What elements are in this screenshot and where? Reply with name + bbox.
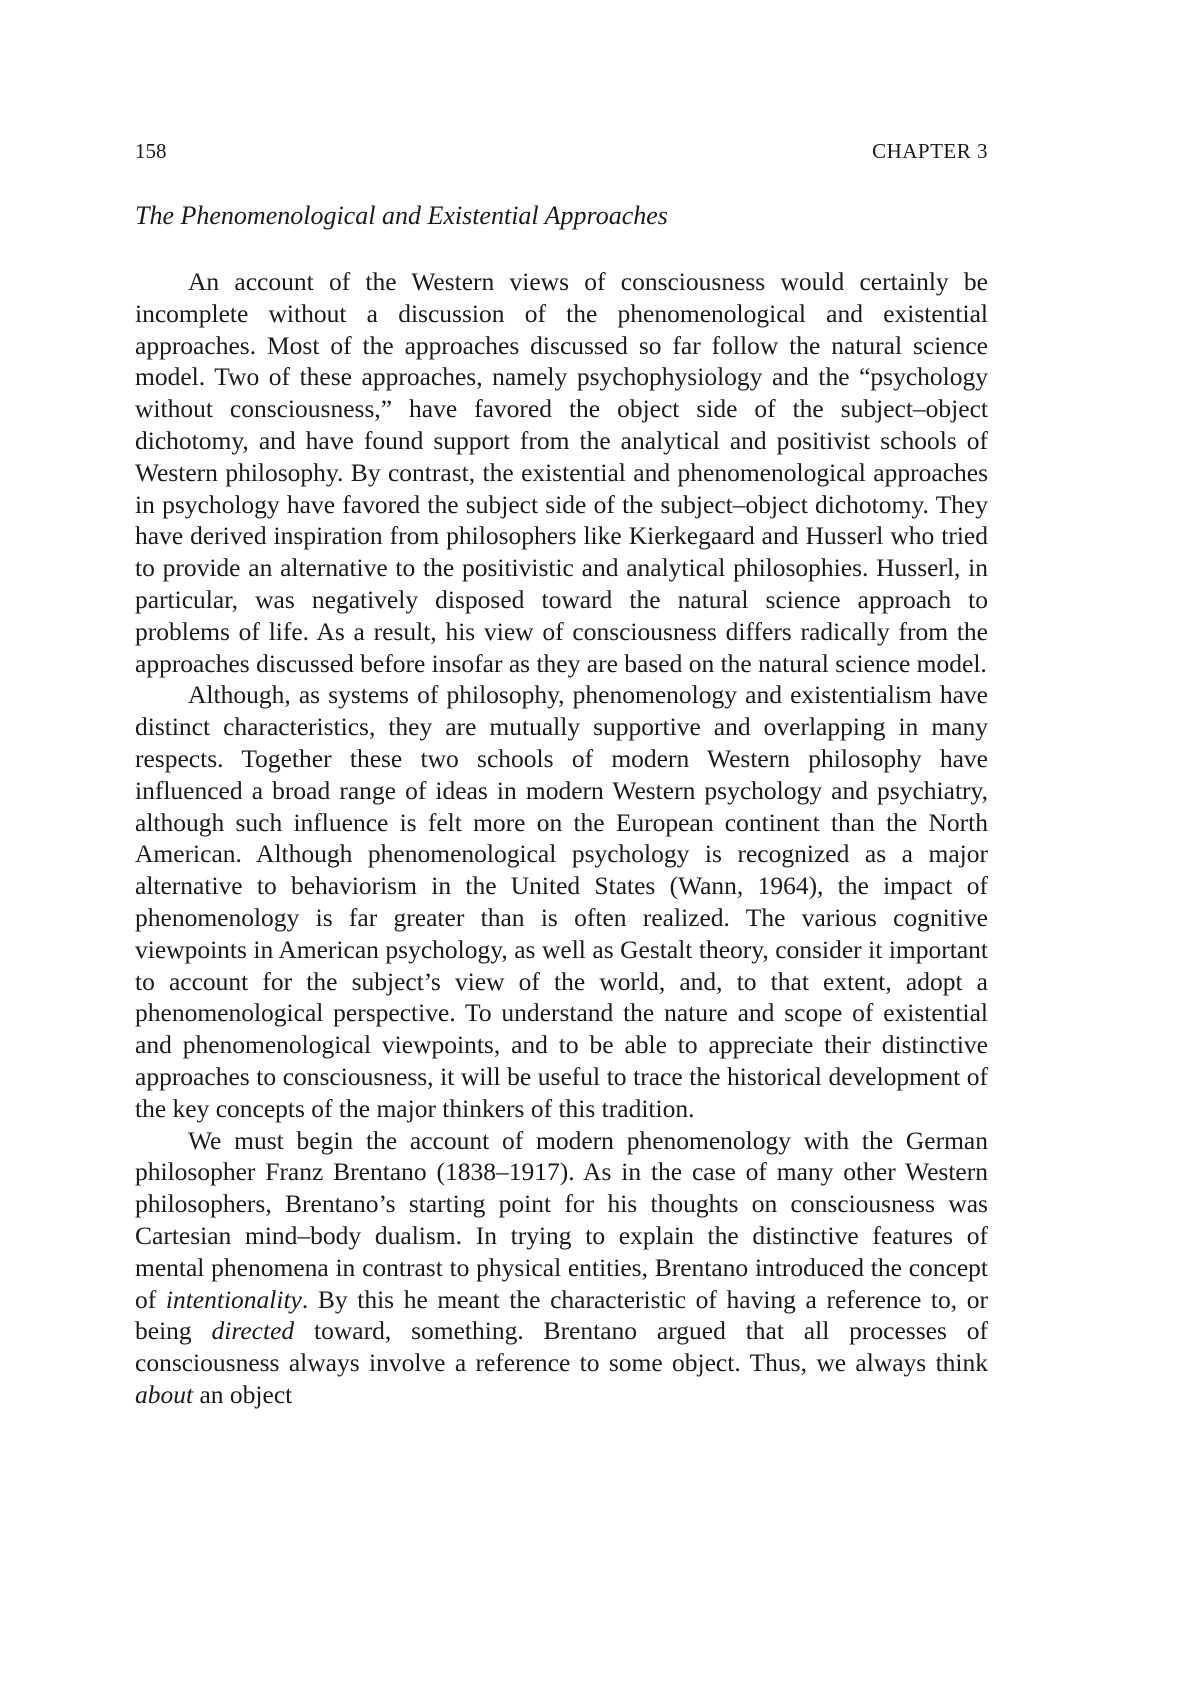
paragraph-text: toward, something. Brentano argued that all processes of consciousness always involve a reference to some object. Thus, we always think: [135, 1316, 988, 1378]
emphasis: about: [135, 1379, 194, 1409]
paragraph-text: We must begin the account of modern phenomenology with the German philosopher Franz Brentano (1838–1917). As in the case of many other Western philosophers, Brentano’s starting point for his thoughts on consciousness was Cartesian mind–body dualism. In trying to explain the distinctive features of mental phenomena in contrast to physical entities, Brentano introduced the concept of: [135, 1125, 988, 1314]
section-title: The Phenomenological and Existential Approaches: [135, 201, 668, 230]
paragraph-text: . By this he meant the characteristic of having a reference to, or being: [135, 1284, 988, 1346]
paragraph: [135, 1125, 988, 1411]
emphasis: intentionality: [165, 1284, 302, 1314]
emphasis: directed: [211, 1316, 295, 1346]
body-text: [135, 266, 988, 1411]
paragraph: An account of the Western views of consciousness would certainly be incomplete without a discussion of the phenomenological and existential approaches. Most of the approaches discussed so far follow the natural science model. Two of these approaches, namely psychophysiology and the “psychology without consciousness,” have favored the object side of the subject–object dichotomy, and have found support from the analytical and positivist schools of Western philosophy. By contrast, the existential and phenomenological approaches in psychology have favored the subject side of the subject–object dichotomy. They have derived inspiration from philosophers like Kierkegaard and Husserl who tried to provide an alternative to the positivistic and analytical philosophies. Husserl, in particular, was negatively disposed toward the natural science approach to problems of life. As a result, his view of consciousness differs radically from the approaches discussed before insofar as they are based on the natural science model.: [135, 267, 988, 678]
paragraph-text: an object: [193, 1379, 293, 1409]
running-head: CHAPTER 3: [872, 139, 988, 163]
page-header: [135, 136, 988, 166]
page-number: 158: [135, 139, 167, 163]
paragraph: Although, as systems of philosophy, phenomenology and existentialism have distinct characteristics, they are mutually supportive and overlapping in many respects. Together these two schools of modern Western philosophy have influenced a broad range of ideas in modern Western psychology and psychiatry, although such influence is felt more on the European continent than the North American. Although phenomenological psychology is recognized as a major alternative to behaviorism in the United States (Wann, 1964), the impact of phenomenology is far greater than is often realized. The various cognitive viewpoints in American psychology, as well as Gestalt theory, consider it important to account for the subject’s view of the world, and, to that extent, adopt a phenomenological perspective. To understand the nature and scope of existential and phenomenological viewpoints, and to be able to appreciate their distinctive approaches to consciousness, it will be useful to trace the historical development of the key concepts of the major thinkers of this tradition.: [135, 680, 988, 1123]
